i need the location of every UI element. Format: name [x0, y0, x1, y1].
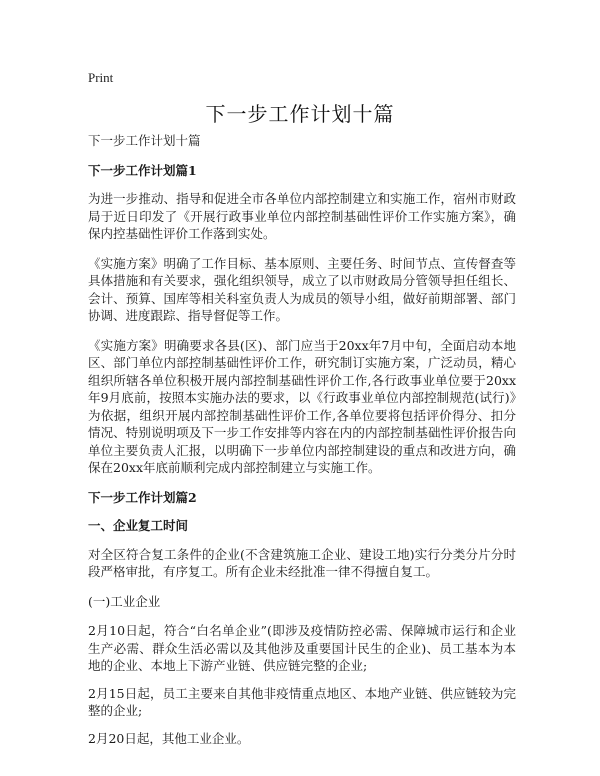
date-item: 2月20日起，其他工业企业。 [88, 730, 250, 746]
article-1-paragraph: 为进一步推动、指导和促进全市各单位内部控制建立和实施工作，宿州市财政局于近日印发了《开展行政事业单位内部控制基础性评价工作实施方案》，确保内控基础性评价工作落到实处。 [88, 191, 516, 241]
print-label: Print [88, 70, 114, 85]
article-2-heading: 下一步工作计划篇2 [88, 489, 197, 505]
date-item: 2月10日起，符合“白名单企业”(即涉及疫情防控必需、保障城市运行和企业生产必需、群众生活必需以及其他涉及重要国计民生的企业)、员工基本为本地的企业、本地上下游产业链、供应链完整的企业; [88, 623, 516, 673]
document-subtitle: 下一步工作计划十篇 [88, 133, 201, 148]
article-1-paragraph: 《实施方案》明确了工作目标、基本原则、主要任务、时间节点、宣传督查等具体措施和有关要求，强化组织领导，成立了以市财政局分管领导担任组长、会计、预算、国库等相关科室负责人为成员的领导小组，做好前期部署、部门协调、进度跟踪、指导督促等工作。 [88, 255, 516, 323]
page-title: 下一步工作计划十篇 [205, 102, 395, 126]
section-heading-restart-time: 一、企业复工时间 [88, 518, 189, 533]
date-item: 2月15日起，员工主要来自其他非疫情重点地区、本地产业链、供应链较为完整的企业; [88, 685, 516, 718]
article-2-intro: 对全区符合复工条件的企业(不含建筑施工企业、建设工地)实行分类分片分时段严格审批，有序复工。所有企业未经批准一律不得擅自复工。 [88, 546, 516, 579]
article-1-heading: 下一步工作计划篇1 [88, 162, 197, 178]
sub-heading-industrial: (一)工业企业 [88, 593, 161, 609]
document-body [88, 132, 516, 757]
article-1-paragraph: 《实施方案》明确要求各县(区)、部门应当于20xx年7月中旬，全面启动本地区、部门单位内部控制基础性评价工作，研究制订实施方案，广泛动员，精心组织所辖各单位积极开展内部控制基础性评价工作,各行政事业单位要于20xx年9月底前，按照本实施办法的要求，以《行政事业单位内部控制规范(试行)》为依据，组织开展内部控制基础性评价工作,各单位要将包括评价得分、扣分情况、特别说明项及下一步工作安排等内容在内的内部控制基础性评价报告向单位主要负责人汇报，以明确下一步单位内部控制建设的重点和改进方向，确保在20xx年底前顺利完成内部控制建立与实施工作。 [88, 337, 516, 475]
